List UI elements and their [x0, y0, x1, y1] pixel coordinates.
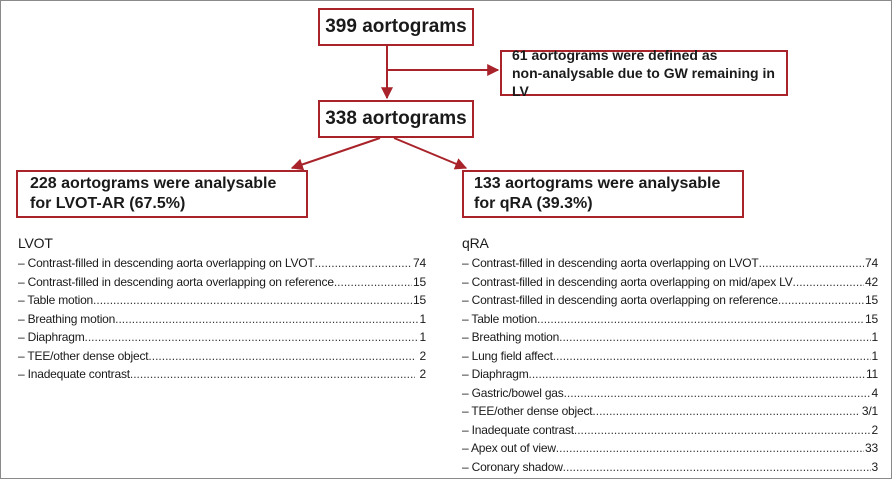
excluded-line-1: 61 aortograms were defined as — [512, 47, 718, 63]
item-count: 15 — [413, 274, 426, 289]
item-label: – Contrast-filled in descending aorta overlapping on mid/apex LV — [462, 274, 793, 289]
list-item — [462, 328, 878, 347]
arrow-to-lvot — [292, 138, 380, 168]
item-label: – Coronary shadow — [462, 459, 563, 474]
leader-dots — [759, 254, 864, 273]
leader-dots — [148, 347, 415, 366]
leader-dots — [334, 273, 412, 292]
list-item — [18, 365, 426, 384]
leader-dots — [93, 291, 412, 310]
list-item — [18, 310, 426, 329]
item-label: – Gastric/bowel gas — [462, 385, 564, 400]
list-item — [18, 254, 426, 273]
excluded-box — [500, 47, 788, 99]
list-item — [462, 291, 878, 310]
leader-dots — [85, 328, 419, 347]
qra-list-title: qRA — [462, 235, 489, 251]
leader-dots — [793, 273, 865, 292]
item-label: – Diaphragm — [462, 367, 529, 381]
list-item — [462, 439, 878, 458]
list-item — [462, 421, 878, 440]
leader-dots — [592, 402, 857, 421]
arrow-to-qra — [394, 138, 466, 168]
item-label: – Contrast-filled in descending aorta overlapping on reference — [462, 293, 778, 307]
qra-analysable-box — [462, 170, 744, 218]
item-count: 3/1 — [858, 404, 878, 418]
leader-dots — [778, 291, 864, 310]
lvot-analysable-line-2: for LVOT-AR (67.5%) — [30, 195, 186, 212]
item-count: 42 — [865, 274, 878, 289]
lvot-reasons-list — [18, 233, 426, 384]
leader-dots — [553, 347, 871, 366]
leader-dots — [529, 365, 865, 384]
leader-dots — [564, 384, 871, 403]
list-item — [462, 384, 878, 403]
leader-dots — [563, 458, 871, 477]
list-item — [462, 254, 878, 273]
item-count: 74 — [413, 256, 426, 270]
list-item — [462, 273, 878, 292]
item-label: – Contrast-filled in descending aorta overlapping on reference — [18, 274, 334, 289]
remaining-aortograms-box — [318, 100, 474, 138]
item-label: – Diaphragm — [18, 330, 85, 344]
leader-dots — [574, 421, 871, 440]
item-count: 15 — [865, 293, 878, 307]
item-count: 1 — [419, 311, 426, 326]
leader-dots — [556, 439, 864, 458]
item-count: 11 — [865, 367, 878, 381]
item-label: – Lung field affect — [462, 348, 553, 363]
item-count: 2 — [871, 422, 878, 437]
item-label: – Contrast-filled in descending aorta overlapping on LVOT — [18, 256, 315, 270]
item-label: – Apex out of view — [462, 441, 556, 455]
list-item — [18, 291, 426, 310]
excluded-line-2: non-analysable due to GW remaining in LV — [512, 65, 775, 99]
leader-dots — [115, 310, 418, 329]
lvot-analysable-box — [16, 170, 308, 218]
item-label: – Contrast-filled in descending aorta overlapping on LVOT — [462, 256, 759, 270]
item-count: 1 — [871, 348, 878, 363]
qra-reasons-list — [462, 233, 878, 476]
item-label: – Inadequate contrast — [18, 367, 130, 381]
qra-analysable-line-2: for qRA (39.3%) — [474, 195, 593, 212]
item-count: 15 — [413, 293, 426, 307]
item-count: 2 — [416, 367, 426, 381]
item-label: – Table motion — [18, 293, 94, 307]
item-count: 15 — [865, 311, 878, 326]
item-label: – Inadequate contrast — [462, 422, 574, 437]
list-item — [18, 328, 426, 347]
item-count: 4 — [871, 385, 878, 400]
item-count: 74 — [865, 256, 878, 270]
qra-analysable-line-1: 133 aortograms were analysable — [474, 175, 721, 192]
list-item — [462, 310, 878, 329]
total-aortograms-text: 399 aortograms — [325, 16, 467, 37]
lvot-analysable-line-1: 228 aortograms were analysable — [30, 175, 277, 192]
leader-dots — [559, 328, 870, 347]
item-count: 1 — [871, 330, 878, 344]
list-item — [18, 347, 426, 366]
item-label: – Table motion — [462, 311, 538, 326]
remaining-aortograms-text: 338 aortograms — [325, 108, 467, 129]
leader-dots — [130, 365, 416, 384]
list-item — [462, 402, 878, 421]
item-count: 33 — [865, 441, 878, 455]
list-item — [18, 273, 426, 292]
lvot-list-title: LVOT — [18, 235, 53, 251]
list-item — [462, 347, 878, 366]
total-aortograms-box — [318, 8, 474, 46]
list-item — [462, 365, 878, 384]
item-label: – Breathing motion — [462, 330, 560, 344]
item-label: – Breathing motion — [18, 311, 116, 326]
item-count: 1 — [419, 330, 426, 344]
leader-dots — [315, 254, 412, 273]
item-count: 3 — [871, 459, 878, 474]
item-label: – TEE/other dense object — [462, 404, 593, 418]
list-item — [462, 458, 878, 477]
leader-dots — [537, 310, 864, 329]
item-count: 2 — [416, 348, 426, 363]
item-label: – TEE/other dense object — [18, 348, 149, 363]
